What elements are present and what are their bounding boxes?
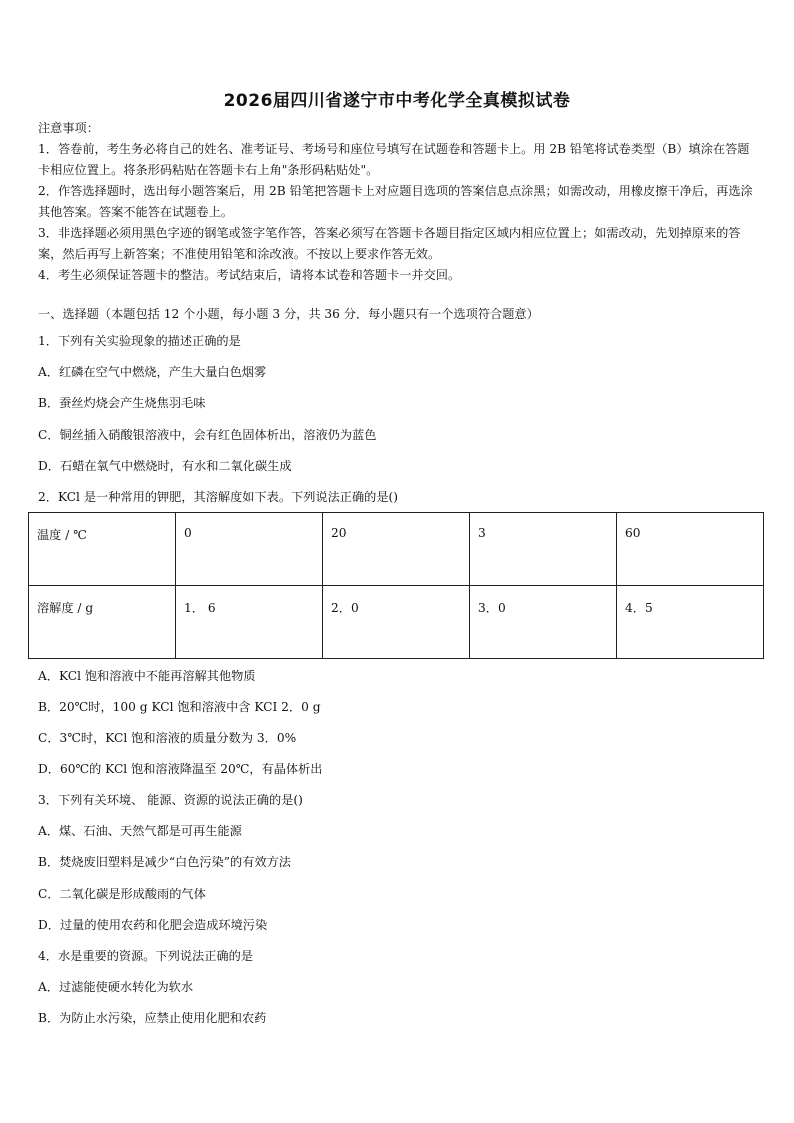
question-1-option-a: A．红磷在空气中燃烧，产生大量白色烟雾 bbox=[38, 365, 267, 379]
table-cell: 3．0 bbox=[470, 586, 617, 659]
question-4-option-b: B．为防止水污染，应禁止使用化肥和农药 bbox=[38, 1011, 267, 1025]
section-heading: 一、选择题（本题包括 12 个小题，每小题 3 分，共 36 分．每小题只有一个选项符合题意） bbox=[38, 307, 539, 321]
question-3-option-b: B．焚烧废旧塑料是减少“白色污染”的有效方法 bbox=[38, 855, 291, 869]
question-2-option-a: A．KCl 饱和溶液中不能再溶解其他物质 bbox=[38, 669, 256, 683]
question-4-option-a: A．过滤能使硬水转化为软水 bbox=[38, 980, 194, 994]
table-cell: 0 bbox=[176, 513, 323, 586]
table-cell: 3 bbox=[470, 513, 617, 586]
page-title: 2026届四川省遂宁市中考化学全真模拟试卷 bbox=[223, 91, 571, 111]
question-1-option-c: C．铜丝插入硝酸银溶液中，会有红色固体析出，溶液仍为蓝色 bbox=[38, 428, 377, 442]
question-3-stem: 3．下列有关环境、 能源、资源的说法正确的是() bbox=[38, 793, 303, 807]
solubility-table bbox=[28, 512, 764, 659]
question-3-option-a: A．煤、石油、天然气都是可再生能源 bbox=[38, 824, 242, 838]
question-2-option-d: D．60℃的 KCl 饱和溶液降温至 20℃，有晶体析出 bbox=[38, 762, 323, 776]
table-row bbox=[29, 586, 764, 659]
table-cell: 溶解度 / g bbox=[29, 586, 176, 659]
table-cell: 4．5 bbox=[617, 586, 764, 659]
question-1-option-d: D．石蜡在氧气中燃烧时，有水和二氧化碳生成 bbox=[38, 459, 292, 473]
table-cell: 2．0 bbox=[323, 586, 470, 659]
table-row bbox=[29, 513, 764, 586]
question-4-stem: 4．水是重要的资源。下列说法正确的是 bbox=[38, 949, 253, 963]
notice-item: 4．考生必须保证答题卡的整洁。考试结束后，请将本试卷和答题卡一并交回。 bbox=[38, 268, 461, 282]
notice-heading: 注意事项： bbox=[38, 121, 99, 135]
question-2-option-c: C．3℃时，KCl 饱和溶液的质量分数为 3．0% bbox=[38, 731, 297, 745]
table-cell: 温度 / ℃ bbox=[29, 513, 176, 586]
table-cell: 60 bbox=[617, 513, 764, 586]
question-1-stem: 1．下列有关实验现象的描述正确的是 bbox=[38, 334, 241, 348]
question-2-stem: 2．KCl 是一种常用的钾肥，其溶解度如下表。下列说法正确的是() bbox=[38, 490, 399, 504]
question-3-option-d: D．过量的使用农药和化肥会造成环境污染 bbox=[38, 918, 268, 932]
notice-item: 2．作答选择题时，选出每小题答案后，用 2B 铅笔把答题卡上对应题目选项的答案信息点涂黑；如需改动，用橡皮擦干净后，再选涂其他答案。答案不能答在试题卷上。 bbox=[38, 184, 753, 219]
question-3-option-c: C．二氧化碳是形成酸雨的气体 bbox=[38, 887, 206, 901]
notice-item: 3．非选择题必须用黑色字迹的钢笔或签字笔作答，答案必须写在答题卡各题目指定区域内相应位置上；如需改动，先划掉原来的答案，然后再写上新答案；不准使用铅笔和涂改液。不按以上要求作答无效。 bbox=[38, 226, 741, 261]
table-cell: 20 bbox=[323, 513, 470, 586]
notice-item: 1．答卷前，考生务必将自己的姓名、准考证号、考场号和座位号填写在试题卷和答题卡上。用 2B 铅笔将试卷类型（B）填涂在答题卡相应位置上。将条形码粘贴在答题卡右上角"条形码粘贴处"。 bbox=[38, 142, 750, 177]
notice-block bbox=[38, 118, 760, 286]
question-2-option-b: B．20℃时，100 g KCl 饱和溶液中含 KCI 2．0 g bbox=[38, 700, 321, 714]
question-1-option-b: B．蚕丝灼烧会产生烧焦羽毛味 bbox=[38, 396, 206, 410]
table-cell: 1． 6 bbox=[176, 586, 323, 659]
